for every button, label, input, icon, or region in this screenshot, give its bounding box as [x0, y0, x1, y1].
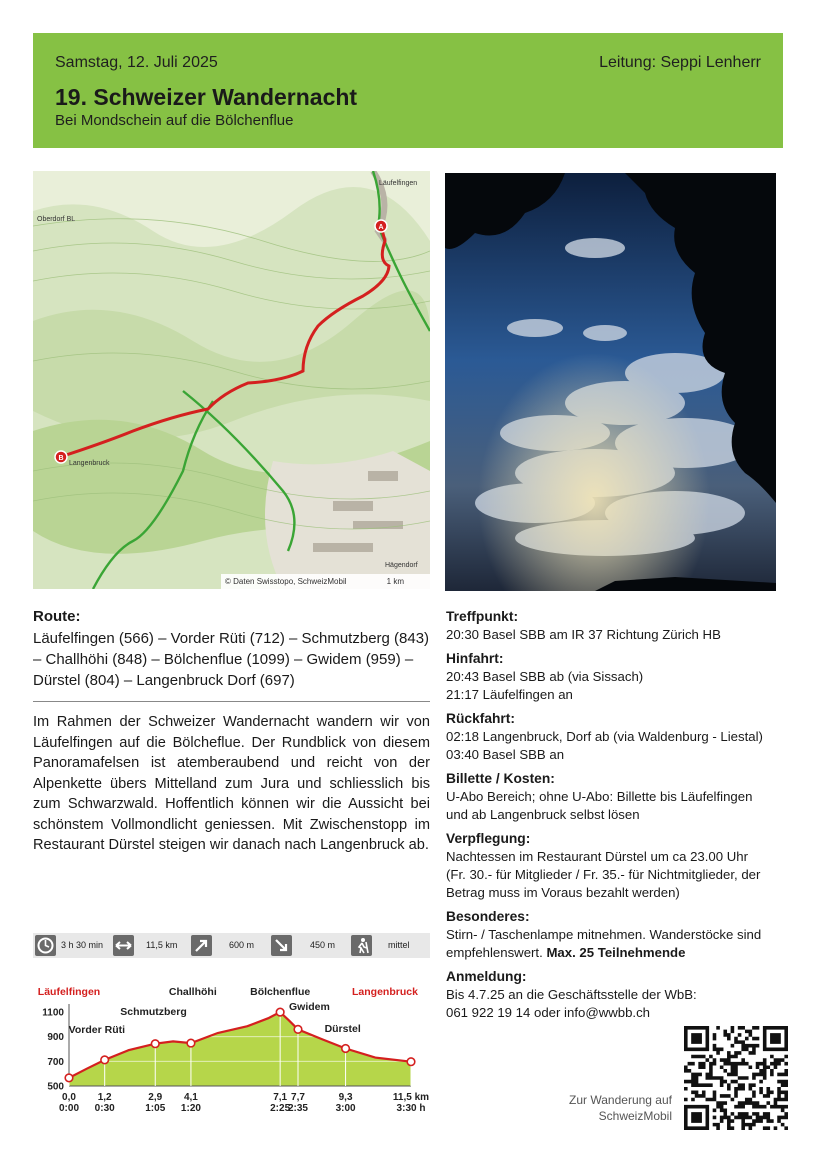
x-tick-km: 7,1	[273, 1092, 288, 1103]
waypoint-name: Bölchenflue	[250, 986, 311, 998]
waypoint-marker	[101, 1056, 109, 1064]
stat-difficulty: mittel	[388, 940, 410, 950]
hinfahrt-line: 20:43 Basel SBB ab (via Sissach)	[446, 669, 644, 684]
route-line-1: Läufelfingen (566) – Vorder Rüti (712) – Schmutzberg (843)	[33, 630, 430, 647]
x-tick-km: 9,3	[338, 1092, 353, 1103]
x-tick-km: 11,5 km	[392, 1092, 430, 1103]
x-tick-time: 0:30	[94, 1103, 115, 1114]
billette-line: und ab Langenbruck selbst lösen	[446, 807, 640, 822]
waypoint-name: Langenbruck	[352, 986, 418, 998]
rueckfahrt-line: 03:40 Basel SBB an	[446, 747, 565, 762]
place-langenbruck: Langenbruck	[69, 460, 110, 467]
waypoint-name: Challhöhi	[168, 986, 217, 998]
x-tick-km: 2,9	[148, 1092, 163, 1103]
waypoint-marker	[151, 1040, 159, 1048]
route-map	[33, 171, 430, 589]
waypoint-marker	[276, 1008, 284, 1016]
map-credit	[221, 574, 430, 589]
qr-modules	[684, 1026, 788, 1130]
marker-end	[55, 451, 67, 463]
max-participants: Max. 25 Teilnehmende	[546, 945, 686, 960]
waypoint-name: Dürstel	[324, 1023, 361, 1035]
waypoint-name: Vorder Rüti	[68, 1024, 126, 1036]
billette-label: Billette / Kosten:	[446, 771, 555, 786]
anmeldung-contact[interactable]: 061 922 19 14 oder info@wwbb.ch	[446, 1005, 651, 1020]
x-tick-time: 3:00	[335, 1103, 356, 1114]
billette-line: U-Abo Bereich; ohne U-Abo: Billette bis Läufelfingen	[446, 789, 753, 804]
verpflegung-line: (Fr. 30.- für Mitglieder / Fr. 35.- für Nichtmitglieder, der	[446, 867, 761, 882]
verpflegung-label: Verpflegung:	[446, 831, 531, 846]
info-billette	[446, 770, 786, 824]
stat-distance: 11,5 km	[146, 940, 178, 950]
x-tick-km: 4,1	[183, 1092, 198, 1103]
header-banner	[33, 33, 783, 148]
waypoint-name: Gwidem	[288, 1001, 330, 1013]
info-anmeldung	[446, 968, 786, 1022]
night-sky-photo	[445, 173, 776, 591]
besonderes-label: Besonderes:	[446, 909, 530, 924]
marker-start	[375, 220, 387, 232]
map-graphic	[33, 171, 430, 589]
x-tick-time: 0:00	[58, 1103, 80, 1114]
waypoint-marker	[187, 1039, 195, 1047]
place-laeufelfingen: Läufelfingen	[379, 180, 418, 187]
ascent-icon	[191, 935, 212, 956]
rueckfahrt-label: Rückfahrt:	[446, 711, 515, 726]
y-tick-label: 700	[47, 1056, 64, 1068]
svg-text:B: B	[58, 455, 64, 462]
qr-caption-line: Zur Wanderung auf	[569, 1093, 672, 1107]
info-hinfahrt	[446, 650, 786, 704]
y-tick-label: 900	[47, 1032, 64, 1044]
divider	[33, 701, 430, 702]
stat-ascent: 600 m	[229, 940, 255, 950]
info-verpflegung	[446, 830, 786, 902]
clock-icon	[35, 935, 56, 956]
x-tick-time: 2:35	[287, 1103, 308, 1114]
treffpunkt-text: 20:30 Basel SBB am IR 37 Richtung Zürich HB	[446, 627, 721, 642]
map-copyright: © Daten Swisstopo, SchweizMobil	[225, 577, 347, 586]
waypoint-marker	[65, 1074, 73, 1082]
distance-icon	[113, 935, 134, 956]
info-treffpunkt	[446, 608, 786, 644]
route-stations	[33, 628, 433, 691]
page-subtitle: Bei Mondschein auf die Bölchenflue	[55, 112, 294, 129]
info-column	[446, 608, 786, 1028]
waypoint-name: Läufelfingen	[37, 986, 101, 998]
event-leader: Leitung: Seppi Lenherr	[599, 54, 761, 71]
info-besonderes	[446, 908, 786, 962]
stats-bar	[33, 933, 430, 958]
route-line-3: Dürstel (804) – Langenbruck Dorf (697)	[33, 672, 295, 689]
elevation-profile	[33, 980, 433, 1115]
qr-code[interactable]	[684, 1026, 788, 1130]
route-heading: Route:	[33, 608, 81, 625]
stat-duration: 3 h 30 min	[61, 940, 104, 950]
y-tick-label: 500	[47, 1081, 64, 1093]
photo-graphic	[445, 173, 776, 591]
info-rueckfahrt	[446, 710, 786, 764]
waypoint-marker	[342, 1045, 350, 1053]
qr-caption	[560, 1092, 672, 1124]
x-tick-time: 2:25	[270, 1103, 291, 1114]
route-line-2: – Challhöhi (848) – Bölchenflue (1099) – Gwidem (959) –	[33, 651, 414, 668]
y-tick-label: 1100	[42, 1007, 64, 1019]
stat-descent: 450 m	[310, 940, 336, 950]
event-date: Samstag, 12. Juli 2025	[55, 54, 218, 71]
hinfahrt-label: Hinfahrt:	[446, 651, 504, 666]
waypoint-marker	[294, 1026, 302, 1034]
elevation-chart	[33, 980, 433, 1115]
difficulty-icon	[351, 935, 372, 956]
qr-caption-line: SchweizMobil	[598, 1109, 672, 1123]
verpflegung-line: Betrag muss im Voraus bezahlt werden)	[446, 885, 680, 900]
anmeldung-label: Anmeldung:	[446, 969, 527, 984]
page-title: 19. Schweizer Wandernacht	[55, 84, 358, 110]
treffpunkt-label: Treffpunkt:	[446, 609, 519, 624]
waypoint-name: Schmutzberg	[120, 1006, 187, 1018]
x-tick-km: 7,7	[291, 1092, 305, 1103]
rueckfahrt-line: 02:18 Langenbruck, Dorf ab (via Waldenburg - Liestal)	[446, 729, 763, 744]
besonderes-line: Stirn- / Taschenlampe mitnehmen. Wanderstöcke sind	[446, 927, 762, 942]
waypoint-marker	[407, 1058, 415, 1066]
x-tick-time: 1:05	[145, 1103, 166, 1114]
verpflegung-line: Nachtessen im Restaurant Dürstel um ca 23.00 Uhr	[446, 849, 748, 864]
x-tick-time: 3:30 h	[396, 1103, 426, 1114]
anmeldung-line: Bis 4.7.25 an die Geschäftsstelle der WbB:	[446, 987, 697, 1002]
description: Im Rahmen der Schweizer Wandernacht wandern wir von Läufelfingen auf die Bölcheflue. Der Rundblick von diesem Panoramafelsen ist atemberaubend und reicht von der Alpenkette übers Mittelland zum Jura und schliesslich bis zum Schwarzwald. Hoffentlich können wir die Aussicht bei schönstem Vollmondlicht geniessen. Mit Zwischenstopp im Restaurant Dürstel steigen wir danach nach Langenbruck ab.	[33, 714, 430, 853]
x-tick-km: 0,0	[62, 1092, 76, 1103]
place-haegendorf: Hägendorf	[385, 562, 418, 569]
map-scale: 1 km	[386, 577, 404, 586]
x-tick-time: 1:20	[180, 1103, 201, 1114]
hinfahrt-line: 21:17 Läufelfingen an	[446, 687, 573, 702]
place-oberdorf: Oberdorf BL	[37, 216, 76, 223]
besonderes-line-2: empfehlenswert. Max. 25 Teilnehmende	[446, 945, 686, 960]
x-tick-km: 1,2	[97, 1092, 112, 1103]
descent-icon	[271, 935, 292, 956]
svg-text:A: A	[378, 224, 384, 231]
